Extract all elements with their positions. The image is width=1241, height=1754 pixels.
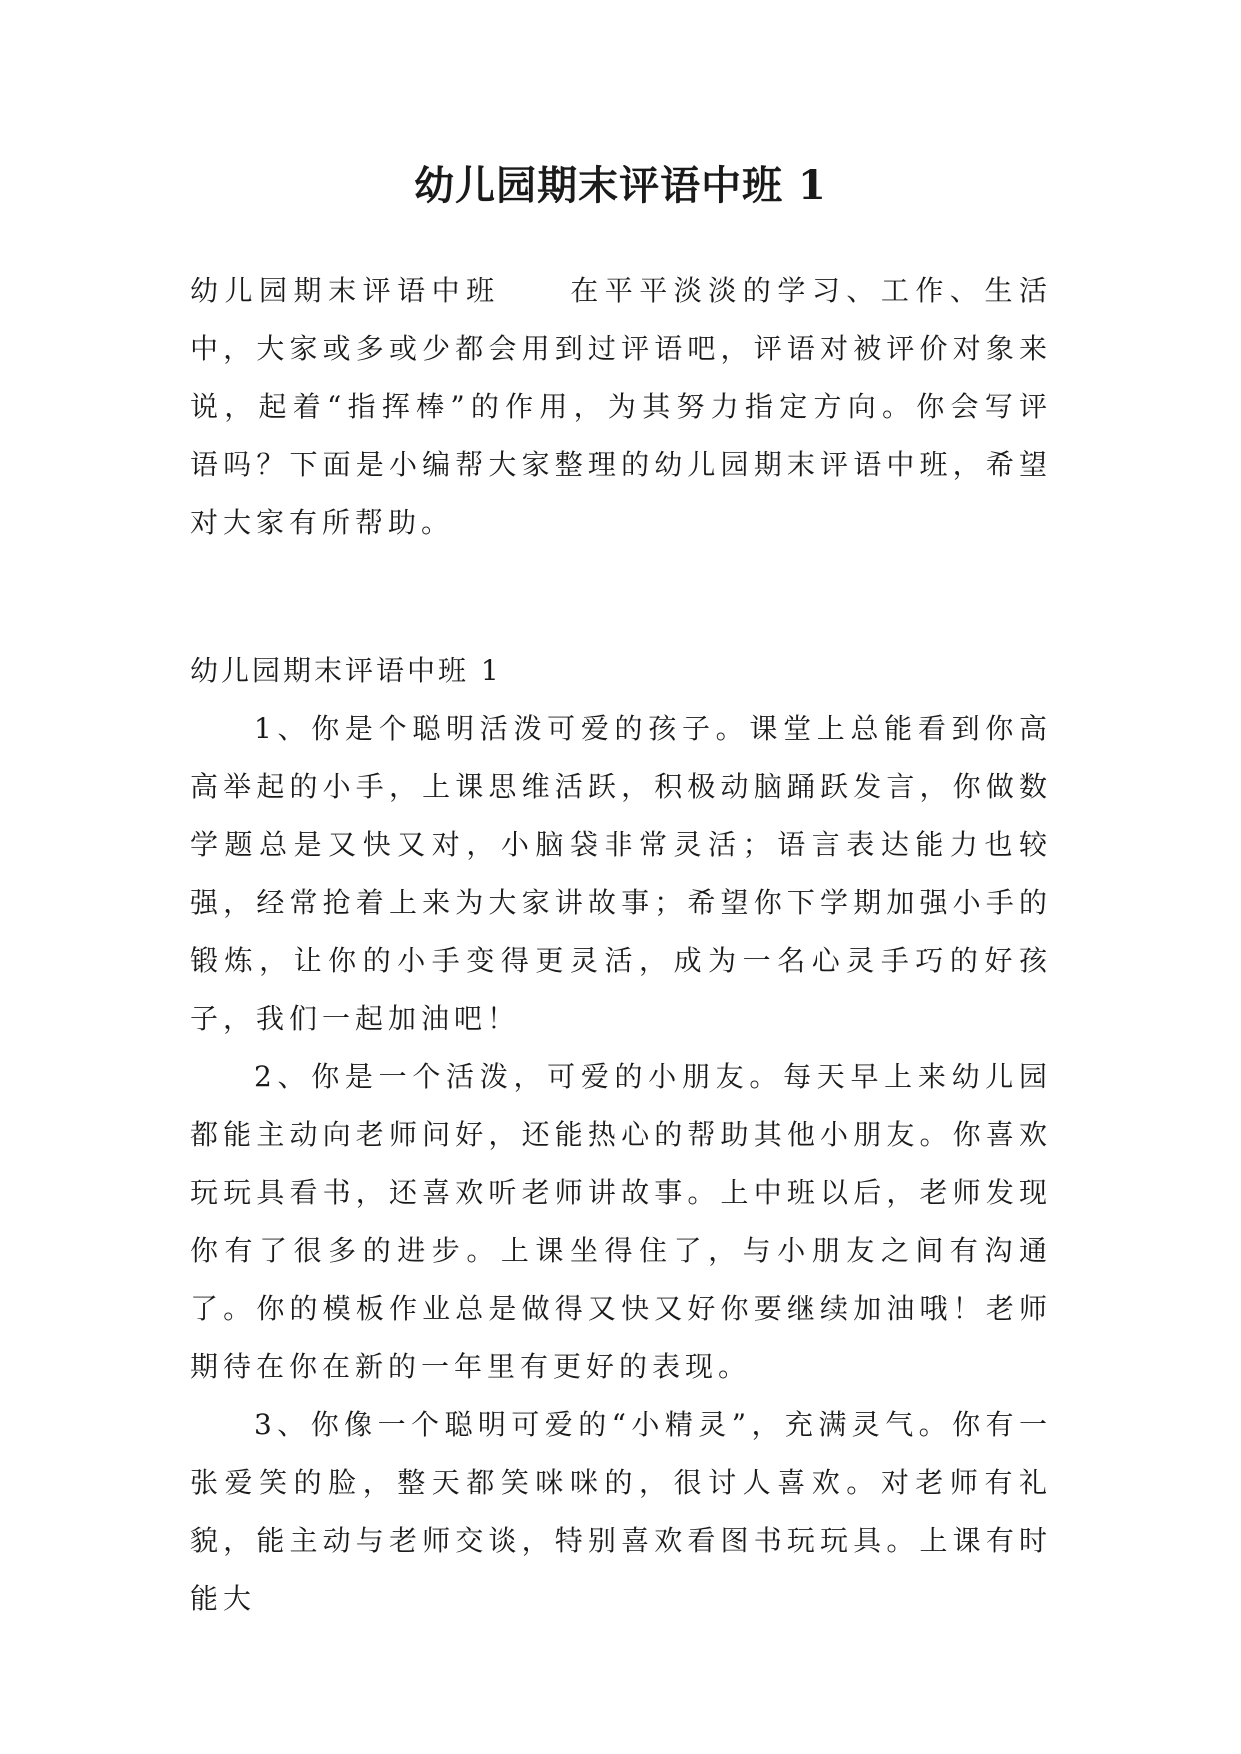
comment-paragraph-3: 3、你像一个聪明可爱的“小精灵”，充满灵气。你有一张爱笑的脸，整天都笑咪咪的，很讨人喜欢。对老师有礼貌，能主动与老师交谈，特别喜欢看图书玩玩具。上课有时能大 <box>190 1408 1052 1615</box>
comment-paragraph-1: 1、你是个聪明活泼可爱的孩子。课堂上总能看到你高高举起的小手，上课思维活跃，积极动脑踊跃发言，你做数学题总是又快又对，小脑袋非常灵活；语言表达能力也较强，经常抢着上来为大家讲故事；希望你下学期加强小手的锻炼，让你的小手变得更灵活，成为一名心灵手巧的好孩子，我们一起加油吧！ <box>190 712 1052 1035</box>
intro-paragraph <box>190 262 1052 552</box>
section-heading: 幼儿园期末评语中班 1 <box>190 654 502 687</box>
intro-text: 在平平淡淡的学习、工作、生活中，大家或多或少都会用到过评语吧，评语对被评价对象来说，起着“指挥棒”的作用，为其努力指定方向。你会写评语吗？下面是小编帮大家整理的幼儿园期末评语中班，希望对大家有所帮助。 <box>190 274 1052 539</box>
document-title: 幼儿园期末评语中班 1 <box>414 162 827 209</box>
intro-lead: 幼儿园期末评语中班 <box>190 274 501 307</box>
comments-section <box>190 642 1052 1628</box>
comment-paragraph-2: 2、你是一个活泼，可爱的小朋友。每天早上来幼儿园都能主动向老师问好，还能热心的帮助其他小朋友。你喜欢玩玩具看书，还喜欢听老师讲故事。上中班以后，老师发现你有了很多的进步。上课坐得住了，与小朋友之间有沟通了。你的模板作业总是做得又快又好你要继续加油哦！老师期待在你在新的一年里有更好的表现。 <box>190 1060 1052 1383</box>
